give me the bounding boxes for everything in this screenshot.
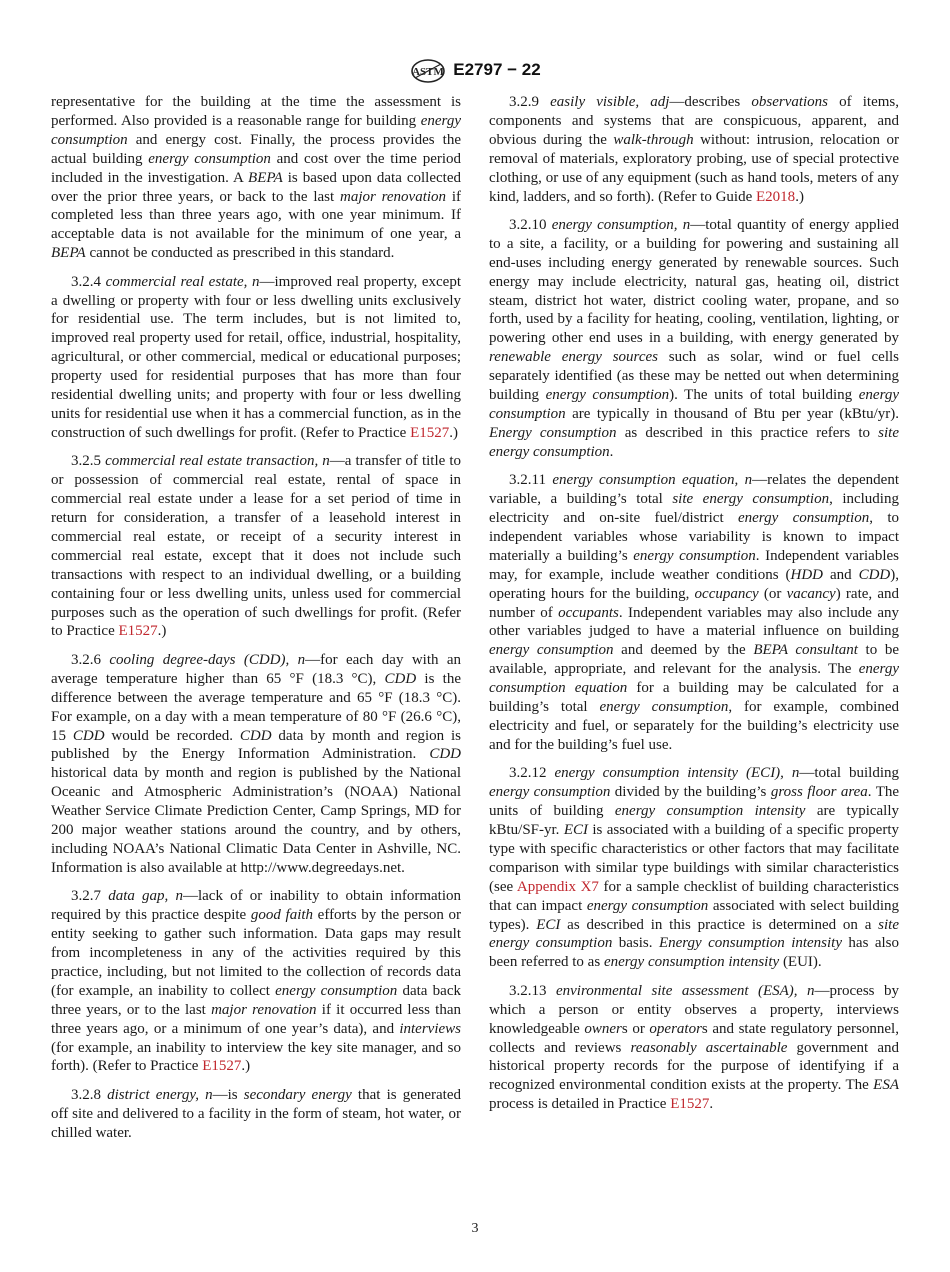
text-run: historical data by month and region is published by the National Oceanic and Atmospheric Administration’s (NOAA) National Weather Service Climate Prediction Center, Camp Springs, MD for 200 major weather stations around the country, and by others, including NOAA’s National Climatic Data Center in Ashville, NC. Information is also available at http://www.degreedays.net. bbox=[51, 765, 461, 876]
italic-term: energy consumption equation, n bbox=[552, 472, 753, 489]
paragraph bbox=[51, 651, 461, 878]
text-run: has also been referred to as bbox=[489, 935, 900, 971]
text-run: —lack of or inability to obtain information required by this practice despite bbox=[51, 888, 461, 924]
text-run: data by month and region is published by the Energy Information Administration. bbox=[51, 727, 462, 763]
italic-term: secondary energy bbox=[243, 1086, 352, 1103]
paragraph bbox=[489, 93, 899, 206]
text-run: (or bbox=[758, 585, 787, 602]
text-run: cannot be conducted as prescribed in this standard. bbox=[85, 245, 395, 262]
left-column bbox=[51, 93, 461, 1152]
italic-term: commercial real estate, n bbox=[105, 273, 260, 290]
text-run: . bbox=[609, 443, 614, 460]
text-run: and energy cost. Finally, the process provides the actual building bbox=[51, 131, 461, 167]
paragraph bbox=[489, 764, 899, 972]
text-run: 3.2.11 bbox=[509, 472, 553, 489]
text-run: is associated with a building of a specific property type with specific characteristics or other factors that may facilitate comparison with similar type buildings with similar characteristics (see bbox=[489, 822, 899, 895]
text-run: 3.2.5 bbox=[71, 453, 106, 470]
text-run: and bbox=[823, 566, 859, 583]
italic-term: energy consumption intensity bbox=[603, 954, 780, 971]
text-run: —process by which a person or entity observes a property, interviews knowledgeable bbox=[489, 982, 899, 1037]
italic-term: interviews bbox=[399, 1020, 461, 1037]
italic-term: energy consumption, n bbox=[551, 216, 691, 233]
text-run: are typically kBtu/SF-yr. bbox=[489, 803, 900, 839]
italic-term: gross floor area bbox=[770, 784, 868, 801]
italic-term: energy consumption bbox=[586, 897, 709, 914]
text-run: would be recorded. bbox=[104, 727, 240, 744]
text-run: , for example, combined electricity and fuel, or separately for the building’s electricity use and for the building’s fuel use. bbox=[489, 699, 900, 753]
paragraph bbox=[489, 471, 899, 755]
svg-text:ASTM: ASTM bbox=[412, 66, 445, 78]
paragraph bbox=[489, 982, 899, 1114]
reference-link[interactable]: E1527 bbox=[118, 623, 158, 640]
text-run: 3.2.4 bbox=[71, 273, 106, 290]
text-run: efforts by the person or entity seeking to gather such information. Data gaps may result from incompleteness in any of the activities required by this practice, including, but not limited to the collection of records data (for example, an inability to collect bbox=[51, 907, 461, 999]
italic-term: energy consumption intensity bbox=[614, 803, 806, 820]
italic-term: BEPA consultant bbox=[753, 642, 858, 659]
italic-term: observations bbox=[751, 94, 829, 110]
text-run: are typically in thousand of Btu per year (kBtu/yr). bbox=[565, 406, 899, 422]
italic-term: site energy consumption bbox=[489, 916, 899, 952]
italic-term: ECI bbox=[536, 916, 561, 933]
reference-link[interactable]: Appendix X7 bbox=[516, 878, 599, 895]
reference-link[interactable]: E1527 bbox=[410, 424, 450, 441]
italic-term: owner bbox=[584, 1020, 622, 1037]
astm-logo-icon bbox=[409, 56, 447, 84]
text-run: is the difference between the average temperature and 65 °F (18.3 °C). For example, on a day with a mean temperature of 80 °F (26.6 °C), 15 bbox=[51, 670, 461, 744]
text-run: .) bbox=[241, 1058, 251, 1075]
text-run: as described in this practice refers to bbox=[616, 424, 879, 441]
text-run: .) bbox=[449, 424, 458, 441]
italic-term: occupants bbox=[558, 604, 619, 621]
text-run: government and historical property records for the purpose of identifying if a recognized environmental condition exists at the property. The bbox=[489, 1039, 899, 1094]
text-run: and deemed by the bbox=[613, 642, 754, 659]
italic-term: CDD bbox=[429, 746, 461, 763]
text-run: —for each day with an average temperature higher than 65 °F (18.3 °C), bbox=[51, 651, 462, 687]
text-run: (EUI). bbox=[779, 954, 822, 971]
text-run: . Independent variables may, for example, include weather conditions ( bbox=[489, 547, 899, 583]
text-run: . Independent variables may also include any other variables judged to have a material influence on building bbox=[489, 604, 899, 640]
text-run: 3.2.9 bbox=[509, 94, 551, 110]
text-run: , including electricity and on-site fuel/district bbox=[489, 491, 899, 527]
italic-term: energy consumption bbox=[489, 642, 614, 659]
text-run: data back three years, or to the last bbox=[51, 982, 461, 1018]
italic-term: good faith bbox=[250, 907, 314, 924]
text-run: . The units of building bbox=[489, 784, 900, 820]
text-run: to be available, appropriate, and relevant for the analysis. The bbox=[489, 642, 899, 678]
paragraph bbox=[51, 887, 461, 1076]
text-run: such as solar, wind or fuel cells separately identified (as these may be netted out when determining building bbox=[489, 349, 899, 404]
text-run: for a building may be calculated for a building’s total bbox=[489, 680, 900, 716]
italic-term: HDD bbox=[790, 566, 823, 583]
italic-term: energy consumption bbox=[489, 387, 900, 422]
text-run: of items, components and systems that are conspicuous, apparent, and obvious during the bbox=[489, 94, 900, 148]
text-run: (for example, an inability to interview the key site manager, and so forth). (Refer to Practice bbox=[51, 1039, 461, 1075]
page-number: 3 bbox=[471, 1221, 479, 1236]
italic-term: reasonably ascertainable bbox=[630, 1039, 788, 1056]
text-run: s or bbox=[621, 1020, 650, 1037]
italic-term: easily visible, adj bbox=[550, 94, 670, 110]
italic-term: data gap, n bbox=[108, 888, 183, 905]
text-run: for a sample checklist of building characteristics that can impact bbox=[489, 878, 899, 914]
italic-term: occupancy bbox=[694, 585, 759, 602]
text-run: associated with select building types). bbox=[489, 897, 899, 933]
text-run: 3.2.10 bbox=[509, 216, 552, 233]
paragraph bbox=[51, 1086, 461, 1143]
italic-term: cooling degree-days (CDD), n bbox=[109, 651, 306, 668]
italic-term: energy consumption bbox=[599, 699, 729, 716]
italic-term: environmental site assessment (ESA), n bbox=[555, 982, 815, 999]
italic-term: BEPA bbox=[51, 245, 86, 262]
text-run: ). The units of total building bbox=[669, 387, 859, 404]
text-run: . bbox=[709, 1096, 714, 1113]
text-run: 3.2.13 bbox=[509, 982, 556, 999]
italic-term: energy consumption bbox=[489, 784, 611, 801]
italic-term: energy consumption intensity (ECI), n bbox=[554, 765, 800, 782]
italic-term: Energy consumption intensity bbox=[658, 935, 843, 952]
italic-term: energy consumption bbox=[275, 982, 398, 999]
italic-term: operator bbox=[649, 1020, 702, 1037]
right-column bbox=[489, 93, 899, 1124]
italic-term: energy consumption equation bbox=[489, 661, 899, 697]
text-run: —total quantity of energy applied to a site, a facility, or a building for powering and sustaining all end-uses including energy generated by renewable sources. Such energy may include electricity, natural gas, heating oil, district steam, district hot water, district cooling water, propane, and so forth, used by a facility for heating, cooling, ventilation, lighting, or powering other end uses in a building, with energy generated by bbox=[489, 216, 899, 347]
text-run: —total building bbox=[799, 765, 899, 782]
italic-term: Energy consumption bbox=[489, 424, 617, 441]
italic-term: energy consumption bbox=[633, 547, 756, 564]
text-run: if completed less than three years ago, with one year minimum. If acceptable data is not available for the minimum of one year, a bbox=[51, 188, 461, 243]
text-run: is based upon data collected over the prior three years, or back to the last bbox=[51, 169, 461, 205]
italic-term: energy consumption bbox=[737, 510, 870, 527]
italic-term: CDD bbox=[384, 670, 417, 687]
italic-term: energy consumption bbox=[545, 387, 670, 404]
italic-term: energy consumption bbox=[51, 112, 461, 148]
text-run: —a transfer of title to or possession of commercial real estate, rental of space in commercial real estate under a lease for a set period of time in return for consideration, a transfer of a leasehold interest in commercial real estate, or receipt of a security interest in commercial real estate, except that it does not include such transactions with respect to an individual dwelling, or a building containing four or less dwelling units, unless used for commercial purposes such as the operation of such dwellings for profit. (Refer to Practice bbox=[51, 453, 461, 640]
text-run: as described in this practice is determined on a bbox=[560, 916, 879, 933]
italic-term: renewable energy sources bbox=[489, 349, 658, 366]
text-run: 3.2.6 bbox=[71, 651, 110, 668]
text-run: that is generated off site and delivered to a facility in the form of steam, hot water, or chilled water. bbox=[51, 1086, 461, 1141]
paragraph bbox=[51, 273, 461, 443]
italic-term: district energy, n bbox=[107, 1086, 213, 1103]
text-run: .) bbox=[157, 623, 167, 640]
text-run: ), operating hours for the building, bbox=[489, 566, 899, 602]
text-run: 3.2.8 bbox=[71, 1086, 108, 1103]
text-run: —improved real property, except a dwelling or property with four or less dwelling units exclusively for residential use. The term includes, but is not limited to, improved real property used for retail, office, industrial, hospitality, agricultural, or other commercial, medical or educational purposes; property used for residential purposes that has more than four residential dwelling units; and property with four or less dwelling units for residential use when it has a commercial function, as in the construction of such dwellings for profit. (Refer to Practice bbox=[51, 273, 462, 441]
italic-term: vacancy bbox=[786, 585, 836, 602]
text-run: —describes bbox=[669, 94, 752, 110]
text-run: representative for the building at the time the assessment is performed. Also provided is a reasonable range for building bbox=[51, 94, 461, 129]
italic-term: walk-through bbox=[613, 131, 694, 148]
italic-term: ECI bbox=[563, 822, 588, 839]
italic-term: site energy consumption bbox=[489, 424, 900, 460]
text-run: without: intrusion, relocation or removal of materials, exploratory probing, use of special protective clothing, or use of any equipment (such as hand tools, meters of any kind, ladders, and so forth). (Refer to Guide bbox=[489, 131, 899, 205]
italic-term: BEPA bbox=[248, 169, 283, 186]
italic-term: CDD bbox=[858, 566, 891, 583]
text-run: process is detailed in Practice bbox=[489, 1096, 671, 1113]
text-run: —relates the dependent variable, a building’s total bbox=[489, 472, 899, 508]
italic-term: CDD bbox=[72, 727, 105, 744]
text-run: 3.2.12 bbox=[509, 765, 555, 782]
text-run: ) rate, and number of bbox=[489, 585, 899, 621]
text-run: , to independent variables whose variability is known to impact materially a building’s bbox=[489, 510, 899, 564]
reference-link[interactable]: E2018 bbox=[756, 188, 796, 205]
reference-link[interactable]: E1527 bbox=[202, 1058, 242, 1075]
italic-term: major renovation bbox=[339, 188, 447, 205]
text-run: s and state regulatory personnel, collects and reviews bbox=[489, 1020, 899, 1056]
text-run: if it occurred less than three years ago, or a minimum of one year’s data), and bbox=[51, 1001, 461, 1037]
italic-term: site energy consumption bbox=[672, 491, 830, 508]
paragraph bbox=[489, 216, 899, 462]
italic-term: commercial real estate transaction, n bbox=[105, 453, 330, 470]
text-run: basis. bbox=[612, 935, 659, 952]
italic-term: energy consumption bbox=[148, 150, 271, 167]
italic-term: ESA bbox=[873, 1077, 899, 1094]
text-run: and cost over the time period included in the investigation. A bbox=[51, 150, 462, 186]
document-id: E2797 − 22 bbox=[453, 60, 541, 79]
text-run: —is bbox=[212, 1086, 244, 1103]
paragraph bbox=[51, 93, 461, 263]
reference-link[interactable]: E1527 bbox=[670, 1096, 710, 1113]
text-run: 3.2.7 bbox=[71, 888, 109, 905]
page-header bbox=[0, 56, 950, 84]
text-run: .) bbox=[795, 188, 804, 205]
italic-term: CDD bbox=[239, 727, 272, 744]
text-run: divided by the building’s bbox=[610, 784, 771, 801]
paragraph bbox=[51, 452, 461, 641]
italic-term: major renovation bbox=[211, 1001, 317, 1018]
